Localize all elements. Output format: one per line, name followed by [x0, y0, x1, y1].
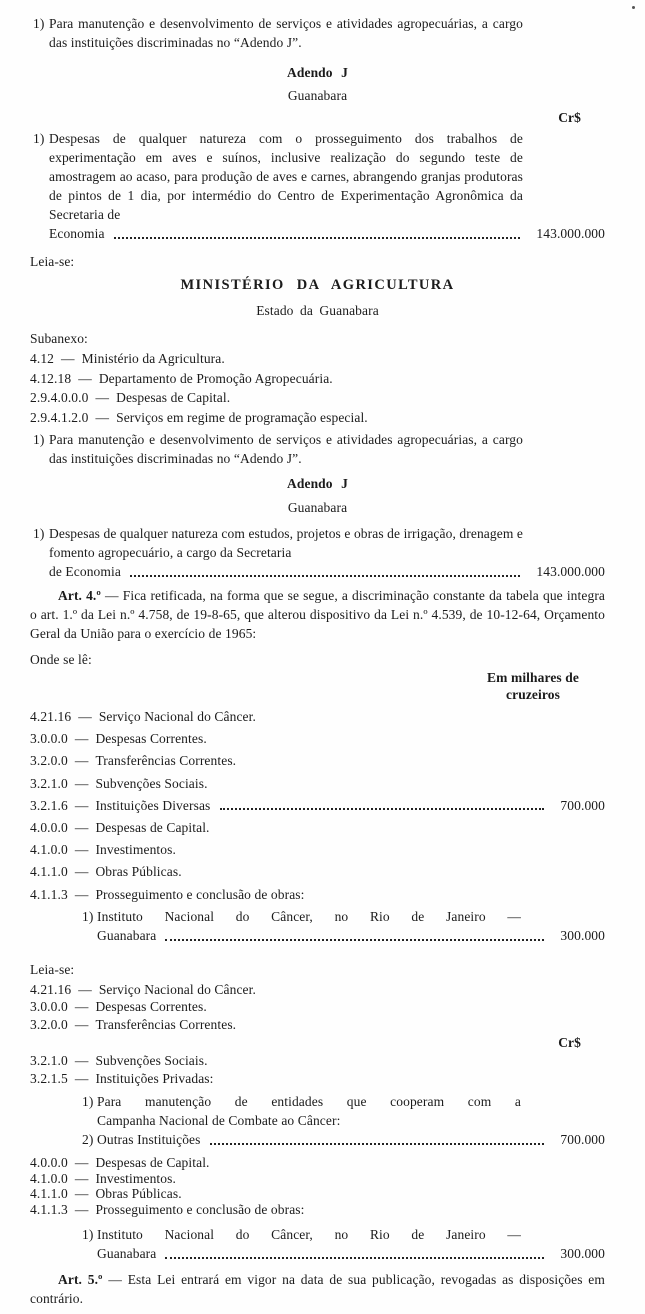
ministry-code-list — [30, 349, 605, 427]
code-value: 4.1.1.3 — [30, 1201, 68, 1217]
code-value: 3.2.0.0 — [30, 1016, 68, 1032]
dash: — — [74, 775, 89, 791]
dotted-leader — [210, 1143, 545, 1145]
code-row-with-amount — [30, 795, 605, 817]
code-row — [30, 998, 605, 1016]
code-value: 4.12 — [30, 351, 55, 366]
code-label: Serviços em regime de programação especial. — [116, 409, 368, 425]
code-value: 2.9.4.1.2.0 — [30, 409, 89, 425]
code-line — [30, 1070, 214, 1088]
code-value: 4.0.0.0 — [30, 1155, 68, 1171]
leader-label: de Economia — [49, 564, 121, 579]
code-line — [30, 369, 333, 389]
item-number: 1) — [33, 526, 45, 541]
dash: — — [74, 1170, 89, 1186]
code-row — [30, 1171, 605, 1187]
code-value: 4.0.0.0 — [30, 820, 68, 836]
item-text: Despesas de qualquer natureza com o prosseguimento dos trabalhos de experimentação em aves e suínos, inclusive realização do segundo teste de amostragem ao acaso, para produção de aves e carnes, abrangendo granjas produtoras de pintos de 1 dia, por intermédio do Centro de Experimentação Agronômica da Secretaria de — [49, 131, 523, 222]
code-line — [30, 839, 176, 861]
code-value: 3.2.1.0 — [30, 1053, 68, 1069]
amount-value: 300.000 — [560, 1246, 605, 1262]
item-content — [97, 1225, 605, 1263]
currency-label-2: Cr$ — [558, 1035, 581, 1051]
dash: — — [74, 1201, 89, 1217]
code-label: Despesas Correntes. — [95, 731, 207, 747]
code-row — [30, 1155, 605, 1171]
dotted-leader — [165, 1257, 544, 1259]
leader-label: Guanabara — [97, 927, 157, 943]
table-b-sub-item-2 — [82, 1130, 605, 1149]
code-label: Departamento de Promoção Agropecuária. — [98, 370, 333, 386]
adendo-a-item — [33, 129, 605, 243]
dotted-leader — [165, 939, 544, 941]
item-content — [97, 1092, 605, 1130]
article-4-text: Fica retificada, na forma que se segue, a discriminação constante da tabela que integra o art. 1.º da Lei n.º 4.758, de 19-8-65, que alterou dispositivo da Lei n.º 4.539, de 10-12-64, Orçamento Geral da União para o exercício de 1965: — [30, 588, 606, 641]
dotted-leader — [220, 808, 544, 810]
code-label: Subvenções Sociais. — [95, 775, 208, 791]
code-line — [30, 981, 256, 999]
code-value: 4.21.16 — [30, 981, 72, 997]
table-b-code-list-3 — [30, 1155, 605, 1217]
item-number: 1) — [82, 1094, 94, 1110]
code-label: Transferências Correntes. — [95, 753, 237, 769]
code-value: 3.2.0.0 — [30, 753, 68, 769]
code-line — [30, 1186, 182, 1202]
amount-value: 143.000.000 — [536, 564, 605, 579]
code-line — [30, 773, 208, 795]
code-value: 4.21.16 — [30, 709, 72, 724]
dash: — — [74, 731, 89, 747]
code-label: Obras Públicas. — [95, 1186, 182, 1202]
code-label: Investimentos. — [95, 842, 176, 858]
code-row — [30, 1202, 605, 1218]
code-value: 3.2.1.6 — [30, 797, 68, 813]
code-line — [30, 1155, 210, 1171]
code-line — [30, 408, 368, 428]
code-row — [30, 750, 605, 772]
dash: — — [74, 753, 89, 769]
code-label: Transferências Correntes. — [95, 1016, 237, 1032]
dash: — — [78, 709, 92, 724]
dash: — — [61, 351, 75, 366]
code-line — [30, 795, 210, 817]
code-label: Ministério da Agricultura. — [81, 351, 225, 366]
code-row — [30, 1016, 605, 1034]
dash: — — [74, 1053, 89, 1069]
code-row — [30, 349, 605, 369]
code-line — [30, 817, 210, 839]
item-text-line1: Para manutenção de entidades que cooperam com a — [97, 1094, 521, 1110]
code-label: Serviço Nacional do Câncer. — [98, 981, 256, 997]
code-row — [30, 773, 605, 795]
code-row — [30, 839, 605, 861]
dash: — — [95, 409, 110, 425]
ministry-heading: MINISTÉRIO DA AGRICULTURA — [180, 277, 455, 293]
code-row — [30, 817, 605, 839]
code-label: Despesas de Capital. — [95, 820, 210, 836]
dash: — — [95, 390, 110, 405]
item-number: 1) — [33, 432, 45, 447]
amount-value: 700.000 — [560, 797, 605, 813]
code-label: Instituições Privadas: — [95, 1071, 214, 1087]
adendo-b-heading: Adendo J — [287, 476, 348, 491]
code-line — [30, 706, 256, 728]
scan-speck-dot — [632, 6, 635, 9]
code-line — [30, 750, 236, 772]
code-line — [30, 1171, 176, 1187]
item-content — [49, 14, 605, 52]
item-text: Para manutenção e desenvolvimento de serviços e atividades agropecuárias, a cargo das instituições discriminadas no “Adendo J”. — [49, 432, 523, 466]
unit-note-line2: cruzeiros — [506, 687, 560, 702]
code-row — [30, 981, 605, 999]
dash: — — [105, 588, 119, 603]
dash: — — [74, 864, 89, 880]
leader-row — [97, 1130, 605, 1149]
dash: — — [74, 1155, 89, 1171]
table-b-sub-item-1 — [82, 1092, 605, 1130]
dash: — — [108, 1272, 122, 1288]
code-row — [30, 408, 605, 428]
code-line — [30, 1016, 236, 1034]
subanexo-label: Subanexo: — [30, 331, 88, 346]
article-5-paragraph — [30, 1270, 605, 1308]
leader-row — [97, 1244, 605, 1263]
leader-label: Economia — [49, 226, 105, 241]
item-content — [49, 524, 605, 581]
intro-item — [33, 14, 605, 52]
dash: — — [74, 999, 89, 1015]
amount-value: 143.000.000 — [536, 226, 605, 241]
item-text: Instituto Nacional do Câncer, no Rio de Janeiro — — [97, 908, 521, 924]
code-value: 3.2.1.0 — [30, 775, 68, 791]
leader-row — [97, 926, 605, 945]
item-content — [97, 1130, 605, 1149]
leader-row — [49, 562, 605, 581]
adendo-a-heading: Adendo J — [287, 65, 348, 80]
dash: — — [78, 370, 92, 386]
code-value: 4.1.1.0 — [30, 864, 68, 880]
code-label: Prosseguimento e conclusão de obras: — [95, 886, 305, 902]
code-value: 3.2.1.5 — [30, 1071, 68, 1087]
code-row — [30, 728, 605, 750]
code-label: Serviço Nacional do Câncer. — [98, 709, 256, 724]
unit-note-line1: Em milhares de — [487, 670, 579, 685]
item-content — [97, 907, 605, 945]
code-line — [30, 1052, 208, 1070]
leader-row — [49, 224, 605, 243]
code-value: 4.1.0.0 — [30, 842, 68, 858]
dash: — — [74, 1186, 89, 1202]
table-a-code-list — [30, 706, 605, 906]
dash: — — [74, 842, 89, 858]
item-number: 1) — [82, 908, 94, 924]
item-content — [49, 129, 605, 243]
item-text: Para manutenção e desenvolvimento de serviços e atividades agropecuárias, a cargo das instituições discriminadas no “Adendo J”. — [49, 16, 523, 50]
unit-note — [463, 669, 603, 703]
code-label: Subvenções Sociais. — [95, 1053, 208, 1069]
code-label: Investimentos. — [95, 1170, 176, 1186]
code-row — [30, 369, 605, 389]
item-number: 1) — [82, 1227, 94, 1243]
leader-label: Outras Instituições — [97, 1132, 201, 1148]
ministry-item — [33, 430, 605, 468]
table-b-code-list-2 — [30, 1052, 605, 1088]
article-5-text: Esta Lei entrará em vigor na data de sua publicação, revogadas as disposições em contrário. — [30, 1272, 605, 1307]
dash: — — [74, 820, 89, 836]
code-value: 4.1.0.0 — [30, 1170, 68, 1186]
dash: — — [74, 1016, 89, 1032]
item-text: Despesas de qualquer natureza com estudos, projetos e obras de irrigação, drenagem e fomento agropecuário, a cargo da Secretaria — [49, 526, 523, 560]
item-text-line2: Campanha Nacional de Combate ao Câncer: — [97, 1113, 341, 1129]
code-row — [30, 1052, 605, 1070]
dash: — — [74, 797, 89, 813]
code-value: 2.9.4.0.0.0 — [30, 390, 89, 405]
dotted-leader — [130, 575, 520, 577]
amount-value: 300.000 — [560, 927, 605, 943]
code-value: 3.0.0.0 — [30, 731, 68, 747]
adendo-b-item — [33, 524, 605, 581]
dash: — — [74, 1071, 89, 1087]
item-content — [49, 430, 605, 468]
code-line — [30, 388, 230, 408]
adendo-a-subheading: Guanabara — [287, 88, 348, 103]
code-label: Prosseguimento e conclusão de obras: — [95, 1201, 305, 1217]
leader-label: Guanabara — [97, 1246, 157, 1262]
code-line — [30, 1202, 305, 1218]
table-b-sub-item-3 — [82, 1225, 605, 1263]
onde-se-le-label: Onde se lê: — [30, 652, 92, 667]
code-line — [30, 349, 225, 369]
table-a-sub-item — [82, 907, 605, 945]
code-row — [30, 861, 605, 883]
code-value: 4.12.18 — [30, 370, 72, 386]
code-row — [30, 884, 605, 906]
leia-se-label-2: Leia-se: — [30, 961, 75, 977]
code-label: Despesas de Capital. — [95, 1155, 210, 1171]
code-line — [30, 728, 207, 750]
item-text: Instituto Nacional do Câncer, no Rio de Janeiro — — [97, 1227, 521, 1243]
ministry-subheading: Estado da Guanabara — [256, 303, 379, 318]
code-label: Despesas de Capital. — [116, 390, 231, 405]
currency-label-1: Cr$ — [558, 110, 581, 125]
code-label: Instituições Diversas — [95, 797, 211, 813]
dash: — — [78, 981, 92, 997]
code-label: Despesas Correntes. — [95, 999, 207, 1015]
code-line — [30, 998, 207, 1016]
dash: — — [74, 886, 89, 902]
amount-value: 700.000 — [560, 1132, 605, 1148]
item-number: 1) — [33, 131, 45, 146]
code-value: 4.1.1.3 — [30, 886, 68, 902]
code-row — [30, 1186, 605, 1202]
code-row — [30, 388, 605, 408]
code-line — [30, 884, 305, 906]
item-number: 1) — [33, 16, 45, 31]
article-5-label: Art. 5.º — [58, 1272, 103, 1288]
leia-se-label-1: Leia-se: — [30, 254, 75, 269]
dotted-leader — [114, 237, 521, 239]
code-row — [30, 706, 605, 728]
adendo-b-subheading: Guanabara — [287, 500, 348, 515]
code-value: 4.1.1.0 — [30, 1186, 68, 1202]
article-4-paragraph — [30, 586, 605, 643]
code-value: 3.0.0.0 — [30, 999, 68, 1015]
code-row — [30, 1070, 605, 1088]
code-line — [30, 861, 182, 883]
table-b-code-list-1 — [30, 981, 605, 1034]
article-4-label: Art. 4.º — [58, 588, 101, 603]
code-label: Obras Públicas. — [95, 864, 182, 880]
item-number: 2) — [82, 1132, 94, 1148]
